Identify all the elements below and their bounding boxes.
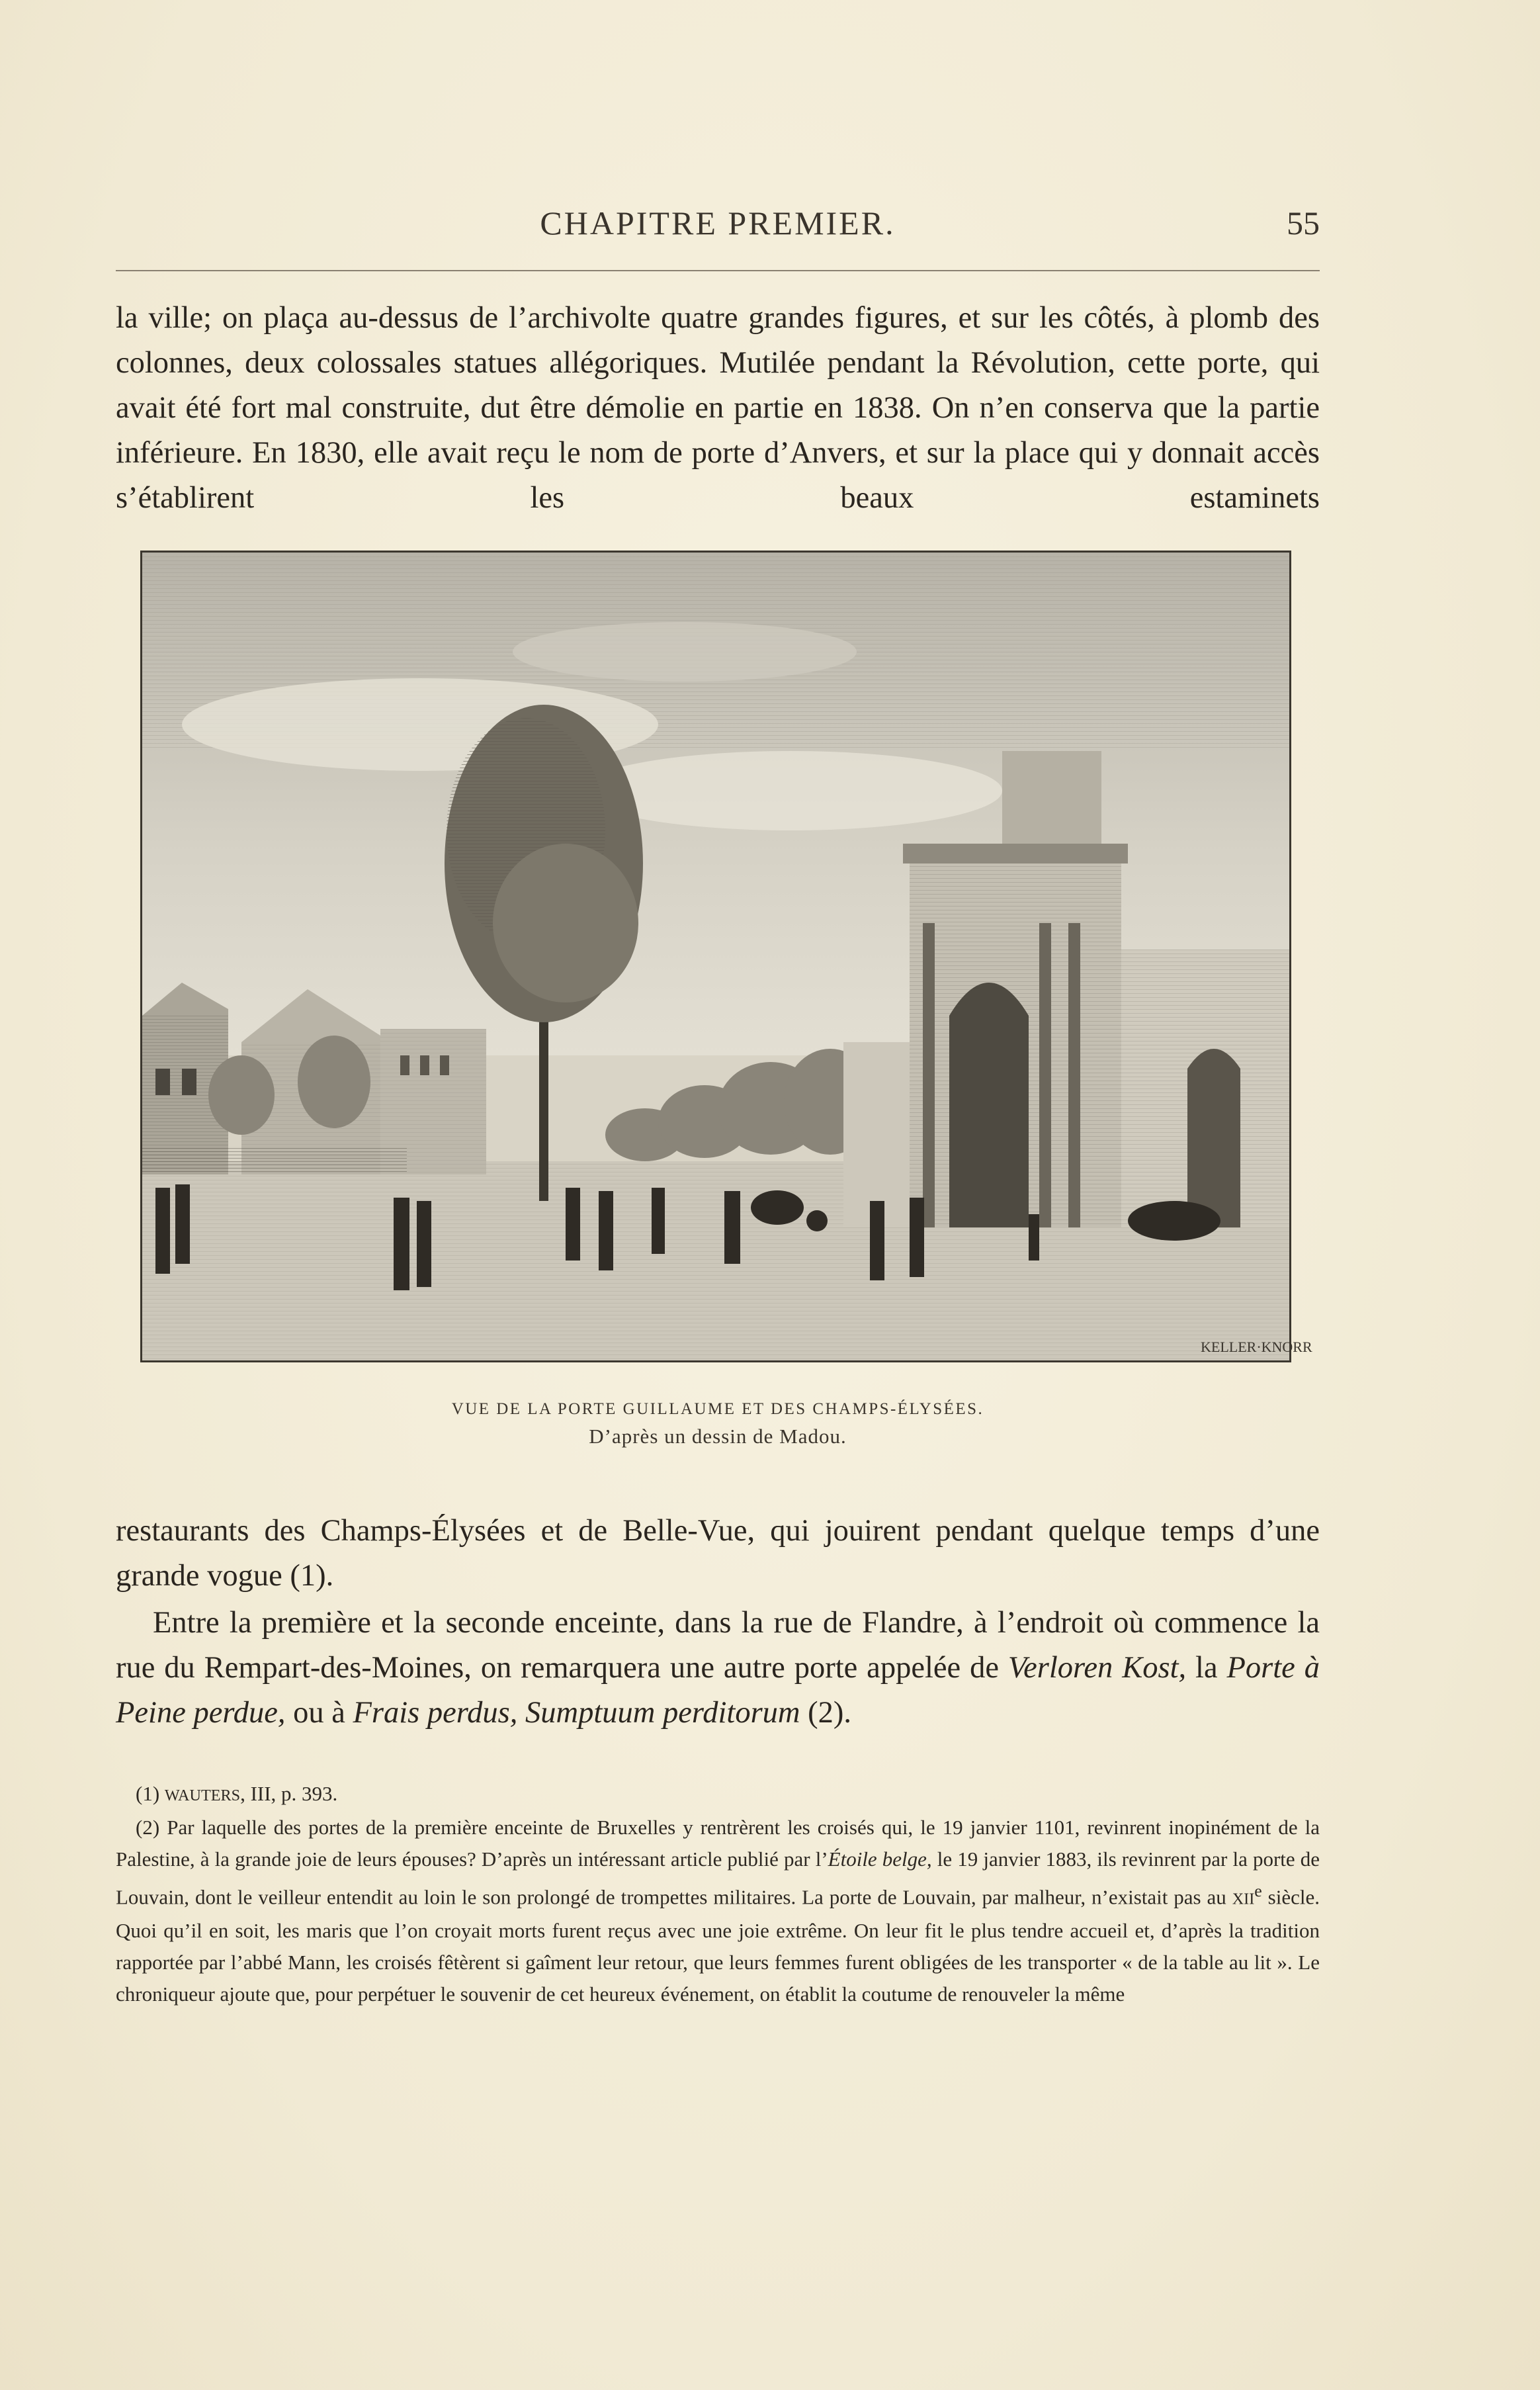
footnote-text: siècle. Quoi qu’il en soit, les maris que l’on croyait morts furent reçus avec une joie extrême. On leur fit le plus tendre accueil et, d’après la tradition rapportée par l’abbé Mann, les croisés fêtèrent si gaîment leur retour, que leurs femmes furent obligées de les transporter « de la table au lit ». Le chroniqueur ajoute que, pour perpétuer le souvenir de cet heureux événement, on établit la coutume de renouveler la même (116, 1885, 1320, 2006)
header-rule (116, 270, 1320, 271)
paragraph-second-part: Entre la première et la seconde enceinte, dans la rue de Flandre, à l’endroit où commence la rue du Rempart-des-Moines, on remarquera une autre porte appelée de (116, 1606, 1320, 1685)
footnote-marker: (1) (136, 1782, 160, 1805)
footnote-superscript: e (1254, 1881, 1262, 1900)
paragraph-top (116, 296, 1320, 521)
footnote-text: le 19 janvier 1883, ils revinrent par la porte de Louvain, dont le veilleur entendit au loin le son prolongé de trompettes militaires. La porte de Louvain, par malheur, n’existait pas au (116, 1847, 1320, 1909)
footnote-century: XII (1232, 1890, 1255, 1908)
paragraph-second-part: ou à (285, 1696, 353, 1730)
engraver-signature: KELLER·KNORR (1201, 1339, 1312, 1355)
paragraph-continued (116, 1509, 1320, 1599)
footnote-italic: Étoile belge, (828, 1847, 932, 1871)
footnote-1 (116, 1778, 1320, 1812)
engraving-drawing (142, 553, 1312, 1360)
page-number: 55 (1287, 204, 1320, 242)
figure-caption-credit: D’après un dessin de Madou. (589, 1425, 847, 1448)
paragraph-top-text: la ville; on plaça au-dessus de l’archivolte quatre grandes figures, et sur les côtés, à plomb des colonnes, deux colossales statues allégoriques. Mutilée pendant la Révolution, cette porte, qui avait été fort mal construite, dut être démolie en partie en 1838. On n’en conserva que la partie inférieure. En 1830, elle avait reçu le nom de porte d’Anvers, et sur la place qui y donnait accès s’établirent les beaux estaminets (116, 301, 1320, 515)
footnote-reference: , III, p. 393. (240, 1782, 338, 1805)
footnotes (116, 1778, 1320, 2010)
italic-verloren-kost: Verloren Kost, (1007, 1651, 1187, 1685)
italic-porte-peine-perdue: Porte à Peine perdue, (116, 1651, 1320, 1730)
paragraph-second-part: (2). (800, 1696, 851, 1730)
paragraph-second-part: la (1186, 1651, 1227, 1685)
italic-frais-perdus: Frais perdus, Sumptuum perditorum (353, 1696, 800, 1730)
paragraph-second (116, 1601, 1320, 1736)
engraving-illustration (140, 551, 1312, 1362)
footnote-marker: (2) (136, 1816, 160, 1839)
cloud (513, 622, 857, 682)
page-header (116, 204, 1320, 250)
running-head: CHAPITRE PREMIER. (540, 204, 896, 242)
footnote-text: Par laquelle des portes de la première enceinte de Bruxelles y rentrèrent les croisés qui, le 19 janvier 1101, revinrent inopinément de la Palestine, à la grande joie de leurs épouses? D’après un intéressant article publié par l’ (116, 1816, 1320, 1871)
figure-caption-title-text: VUE DE LA PORTE GUILLAUME ET DES CHAMPS-ÉLYSÉES. (451, 1400, 984, 1418)
paragraph-second-text (116, 1601, 1320, 1736)
figure-caption-title (116, 1395, 1320, 1419)
cloud (579, 751, 1002, 830)
paragraph-continued-text: restaurants des Champs-Élysées et de Belle-Vue, qui jouirent pendant quelque temps d’une grande vogue (1). (116, 1514, 1320, 1593)
footnote-author: WAUTERS (164, 1787, 241, 1804)
footnote-2 (116, 1812, 1320, 2010)
